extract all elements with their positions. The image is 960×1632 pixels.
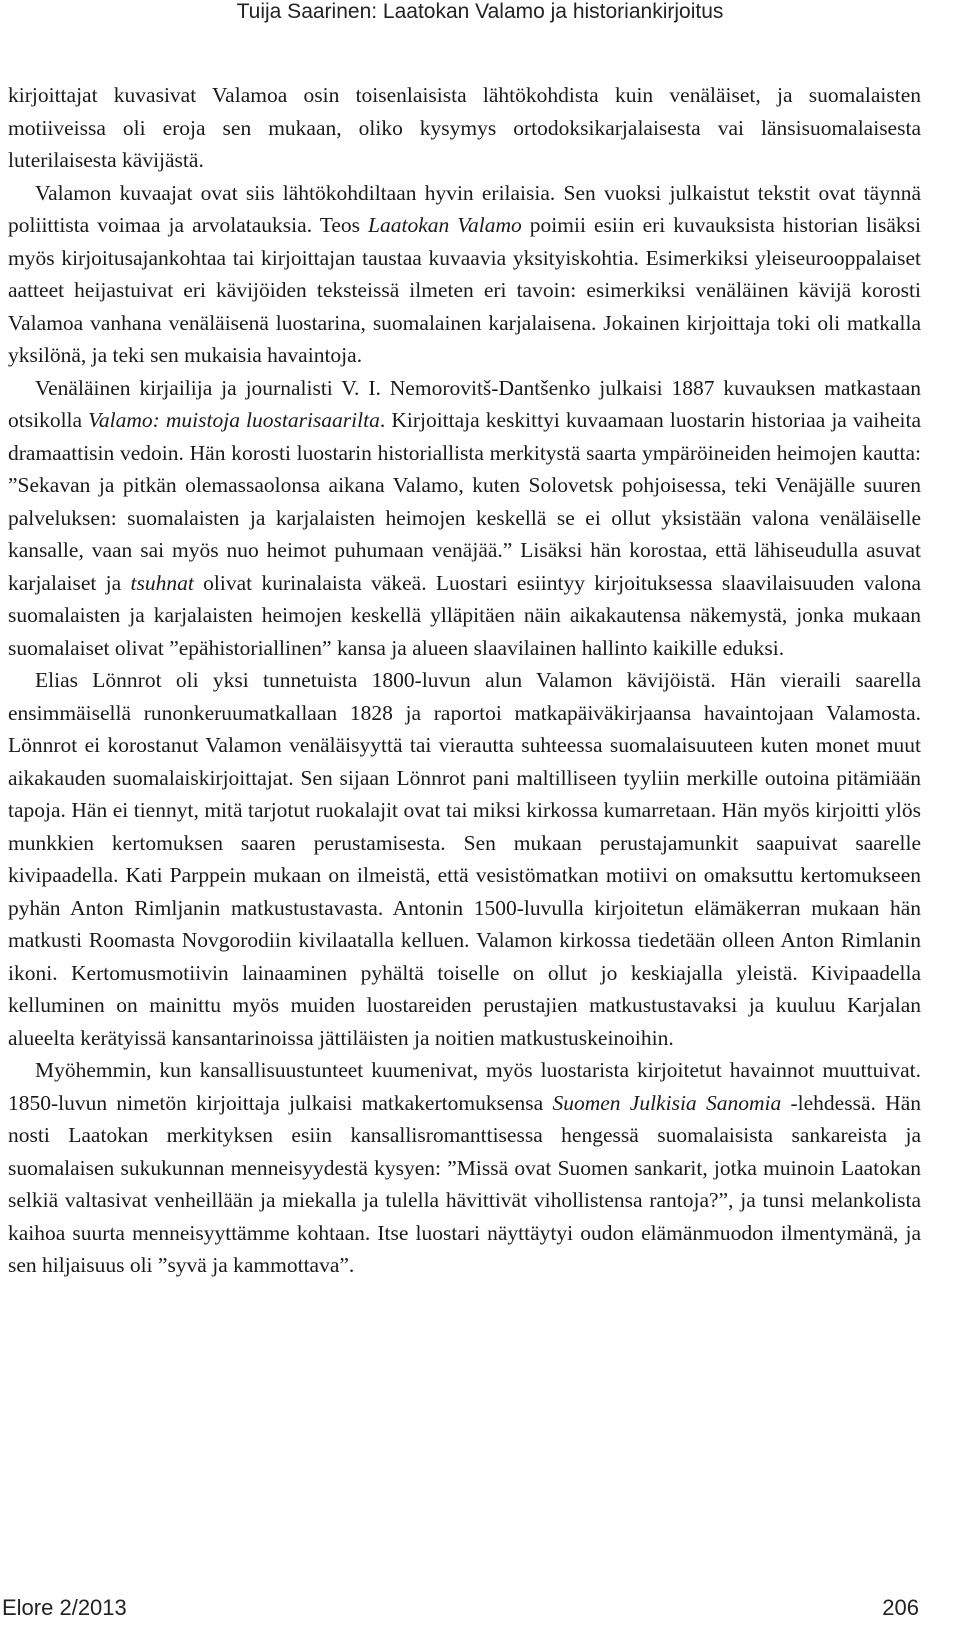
paragraph-5 xyxy=(8,1054,921,1282)
article-body xyxy=(8,79,921,1282)
running-title: Tuija Saarinen: Laatokan Valamo ja historiankirjoitus xyxy=(236,0,724,23)
paragraph-text: Myöhemmin, kun kansallisuustunteet kuumenivat, myös luostarista kirjoitetut havainnot muuttuivat. 1850-luvun nimetön kirjoittaja julkaisi matkakertomuksensa xyxy=(8,1058,921,1115)
paragraph-text: kirjoittajat kuvasivat Valamoa osin toisenlaisista lähtökohdista kuin venäläiset, ja suomalaisten motiiveissa oli eroja sen mukaan, oliko kysymys ortodoksikarjalaisesta vai länsisuomalaisesta luterilaisesta kävijästä. xyxy=(8,83,921,172)
book-title: Laatokan Valamo xyxy=(368,213,522,237)
paragraph-text: olivat kurinalaista väkeä. Luostari esiintyy kirjoituksessa slaavilaisuuden valona suomalaisten ja karjalaisten heimojen keskellä ylläpitäen näin aikakautensa näkemystä, jonka mukaan suomalaiset olivat ”epähistoriallinen” kansa ja alueen slaavilainen hallinto kaikille eduksi. xyxy=(8,570,922,660)
paragraph-text: Valamon kuvaajat ovat siis lähtökohdiltaan hyvin erilaisia. Sen vuoksi julkaistut tekstit ovat täynnä poliittista voimaa ja arvolatauksia. Teos xyxy=(8,180,921,237)
paragraph-text: Elias Lönnrot oli yksi tunnetuista 1800-luvun alun Valamon kävijöistä. Hän vieraili saarella ensimmäisellä runonkeruumatkallaan 1828 ja raportoi matkapäiväkirjaansa havaintojaan Valamosta. Lönnrot ei korostanut Valamon venäläisyyttä tai vierautta suhteessa suomalaisuuteen kuten monet muut aikakauden suomalaiskirjoittajat. Sen sijaan Lönnrot pani maltilliseen tyyliin merkille outoina pitämiään tapoja. Hän ei tiennyt, mitä tarjotut ruokalajit ovat tai miksi kirkossa kumarretaan. Hän myös kirjoitti ylös munkkien kertomuksen saaren perustamisesta. Sen mukaan perustajamunkit saapuivat saarelle kivipaadella. Kati Parppein mukaan on ilmeistä, että vesistömatkan motiivi on omaksuttu kertomukseen pyhän Anton Rimljanin matkustustavasta. Antonin 1500-luvulla kirjoitetun elämäkerran mukaan hän matkusti Roomasta Novgorodiin kivilaatalla kelluen. Valamon kirkossa tiedetään olleen Anton Rimlanin ikoni. Kertomusmotiivin lainaaminen pyhältä toiselle on ollut jo keskiajalla yleistä. Kivipaadella kelluminen on mainittu myös muiden luostareiden perustajien matkustustavaksi ja kuuluu Karjalan alueelta kerätyissä kansantarinoissa jättiläisten ja noitien matkustuskeinoihin. xyxy=(8,668,921,1050)
page-number: 206 xyxy=(882,1595,919,1620)
paragraph-3 xyxy=(8,372,921,665)
paragraph-text: -lehdessä. Hän nosti Laatokan merkityksen esiin kansallisromanttisessa hengessä suomalaisista sankareista ja suomalaisen sukukunnan menneisyydestä kysyen: ”Missä ovat Suomen sankarit, jotka muinoin Laatokan selkiä valtasivat venheillään ja miekalla ja tulella hävittivät vihollistensa rantoja?”, ja tunsi melankolista kaihoa suurta menneisyyttämme kohtaan. Itse luostari näyttäytyi oudon elämänmuodon ilmentymänä, ja sen hiljaisuus oli ”syvä ja kammottava”. xyxy=(8,1090,921,1277)
paragraph-1 xyxy=(8,79,921,177)
paragraph-text: . Kirjoittaja keskittyi kuvaamaan luostarin historiaa ja vaiheita dramaattisin vedoin. Hän korosti luostarin historiallista merkitystä saarta ympäröineiden heimojen kautta: ”Sekavan ja pitkän olemassaolonsa aikana Valamo, kuten Solovetsk pohjoisessa, teki Venäjälle suuren palveluksen: suomalaisten ja karjalaisten heimojen keskellä se ei ollut yksistään valona venäläiselle kansalle, vaan sai myös nuo heimot puhumaan venäjää.” Lisäksi hän korostaa, että lähiseudulla asuvat karjalaiset ja xyxy=(8,408,921,595)
paragraph-text: poimii esiin eri kuvauksista historian lisäksi myös kirjoitusajankohtaa tai kirjoittajan taustaa kuvaavia yksityiskohtia. Esimerkiksi yleiseurooppalaiset aatteet heijastuivat eri kävijöiden teksteissä ilmeten eri tavoin: esimerkiksi venäläinen kävijä korosti Valamoa vanhana venäläisenä luostarina, suomalainen karjalaisena. Jokainen kirjoittaja toki oli matkalla yksilönä, ja teki sen mukaisia havaintoja. xyxy=(8,213,921,367)
newspaper-title: Suomen Julkisia Sanomia xyxy=(552,1090,782,1115)
page-footer xyxy=(0,1593,960,1623)
book-title: Valamo: muistoja luostarisaarilta xyxy=(88,408,380,432)
paragraph-4 xyxy=(8,664,921,1054)
paragraph-2 xyxy=(8,177,921,372)
paragraph-text: Venäläinen kirjailija ja journalisti V. I. Nemorovitš-Dantšenko julkaisi 1887 kuvauksen matkastaan otsikolla xyxy=(8,375,921,432)
journal-issue: Elore 2/2013 xyxy=(2,1595,127,1620)
italic-term: tsuhnat xyxy=(130,570,194,595)
